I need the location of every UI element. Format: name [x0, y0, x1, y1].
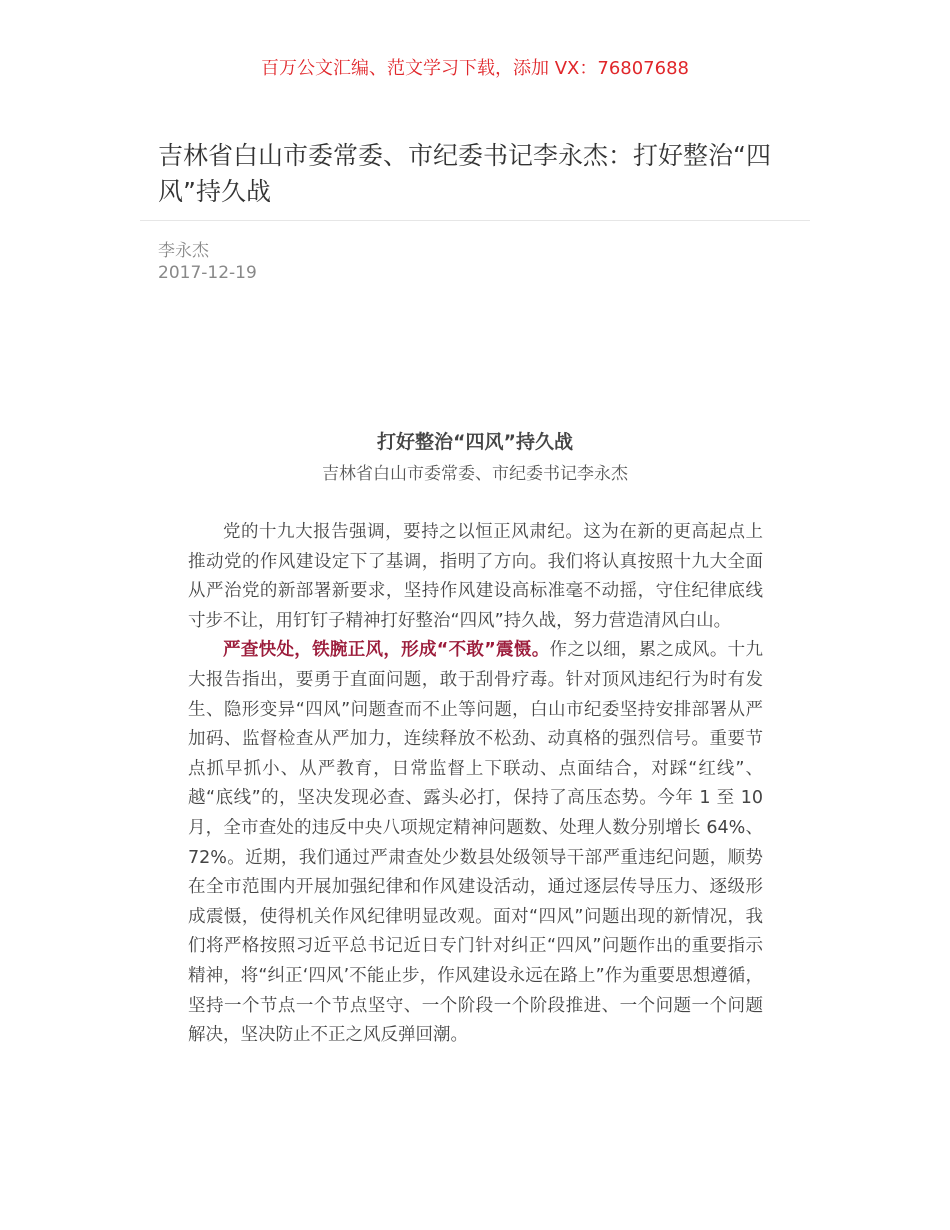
section-body-text: 作之以细，累之成风。十九大报告指出，要勇于直面问题，敢于刮骨疗毒。针对顶风违纪行为时有发生、隐形变异“四风”问题查而不止等问题，白山市纪委坚持安排部署从严加码、监督检查从严加力，连续释放不松劲、动真格的强烈信号。重要节点抓早抓小、从严教育，日常监督上下联动、点面结合，对踩“红线”、越“底线”的，坚决发现必查、露头必打，保持了高压态势。今年 1 至 10 月，全市查处的违反中央八项规定精神问题数、处理人数分别增长 64%、72%。近期，我们通过严肃查处少数县处级领导干部严重违纪问题，顺势在全市范围内开展加强纪律和作风建设活动，通过逐层传导压力、逐级形成震慑，使得机关作风纪律明显改观。面对“四风”问题出现的新情况，我们将严格按照习近平总书记近日专门针对纠正“四风”问题作出的重要指示精神，将“纠正‘四风’不能止步，作风建设永远在路上”作为重要思想遵循，坚持一个节点一个节点坚守、一个阶段一个阶段推进、一个问题一个问题解决，坚决防止不正之风反弹回潮。: [188, 640, 763, 1046]
title-divider: [140, 220, 810, 221]
article-content: [188, 518, 763, 1051]
body-heading: 打好整治“四风”持久战: [377, 431, 573, 453]
promo-banner: 百万公文汇编、范文学习下载，添加 VX：76807688: [261, 58, 689, 79]
section-lead-heading: 严查快处，铁腕正风，形成“不敢”震慑。: [223, 640, 550, 661]
body-subheading: 吉林省白山市委常委、市纪委书记李永杰: [322, 464, 628, 484]
paragraph-section-1: [188, 636, 763, 1050]
paragraph-intro: 党的十九大报告强调，要持之以恒正风肃纪。这为在新的更高起点上推动党的作风建设定下了基调，指明了方向。我们将认真按照十九大全面从严治党的新部署新要求，坚持作风建设高标准毫不动摇，守住纪律底线寸步不让，用钉钉子精神打好整治“四风”持久战，努力营造清风白山。: [188, 522, 763, 631]
article-title: 吉林省白山市委常委、市纪委书记李永杰：打好整治“四风”持久战: [158, 141, 771, 206]
article-author: 李永杰: [158, 241, 209, 261]
article-date: 2017-12-19: [158, 263, 257, 283]
